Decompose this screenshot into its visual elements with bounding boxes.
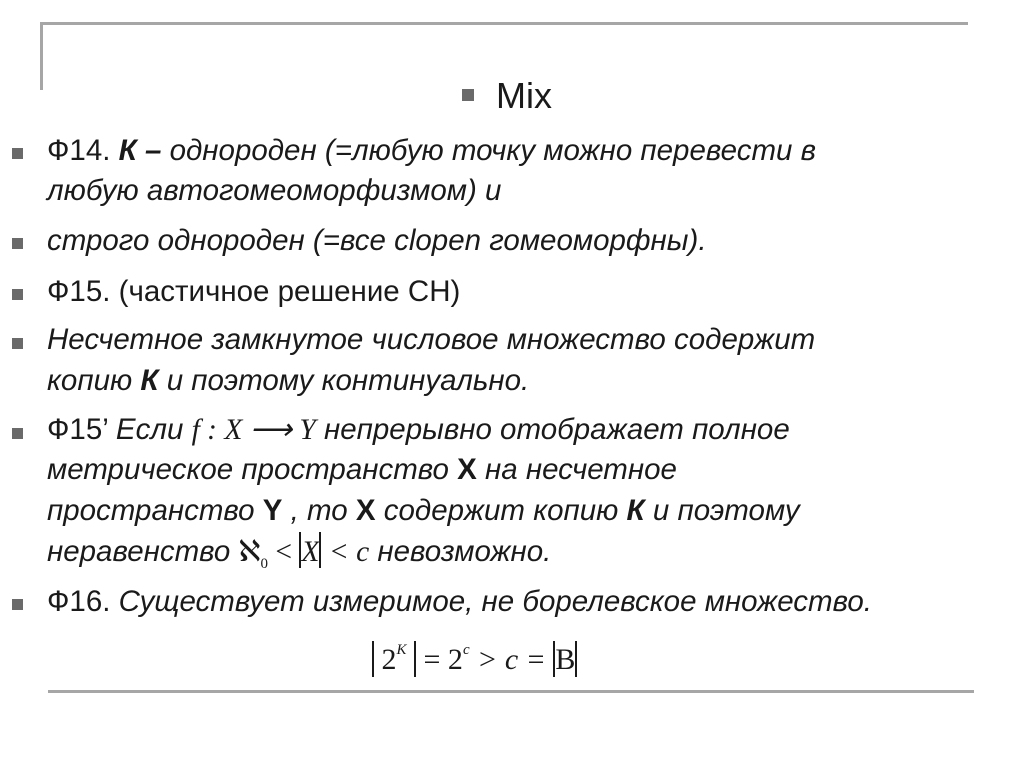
abs-bar-right: [319, 532, 321, 568]
item-f15-prime-line-4: неравенство ℵ$_0$ < X < c невозможно.: [47, 534, 551, 582]
item-f14-line-2: любую автогомеоморфизмом) и: [47, 174, 502, 207]
item-f14-line-1: Ф14. К – однороден (=любую точку можно перевести в: [47, 134, 817, 167]
item-f15-prime-line-2: метрическое пространство Х на несчетное: [47, 453, 677, 486]
abs-bar-right: [414, 641, 416, 677]
bullet-square-icon: [12, 238, 23, 249]
abs-bar-left: [553, 641, 555, 677]
item-strict-homogeneous: строго однороден (=все clopen гомеоморфны).: [47, 224, 707, 257]
cardinality-formula: $2^K = 2^c > c = B$: [372, 634, 577, 680]
item-f15-prime-line-1: Ф15’ Если f : X ⟶ Y непрерывно отображает полное: [47, 413, 790, 446]
abs-bar-left: [372, 641, 374, 677]
slide-title: [462, 76, 552, 116]
aleph-symbol: ℵ: [238, 536, 261, 568]
item-f16: Ф16. Существует измеримое, не борелевское множество.: [47, 585, 872, 618]
bullet-square-icon: [12, 148, 23, 159]
map-formula: f : X ⟶ Y: [191, 414, 316, 446]
title-text: Mix: [496, 75, 552, 116]
bullet-square-icon: [12, 599, 23, 610]
item-uncountable-line-1: Несчетное замкнутое числовое множество содержит: [47, 323, 816, 356]
item-uncountable-line-2: копию К и поэтому континуально.: [47, 364, 530, 397]
abs-bar-left: [299, 532, 301, 568]
item-f15: Ф15. (частичное решение СН): [47, 275, 461, 308]
title-bullet-icon: [462, 89, 474, 101]
abs-bar-right: [575, 641, 577, 677]
item-f15-prime-line-3: пространство Y , то Х содержит копию К и поэтому: [47, 494, 800, 527]
bullet-square-icon: [12, 289, 23, 300]
bullet-square-icon: [12, 338, 23, 349]
bottom-rule: [48, 690, 974, 693]
left-rule: [40, 22, 43, 90]
top-rule: [40, 22, 968, 25]
bullet-square-icon: [12, 428, 23, 439]
